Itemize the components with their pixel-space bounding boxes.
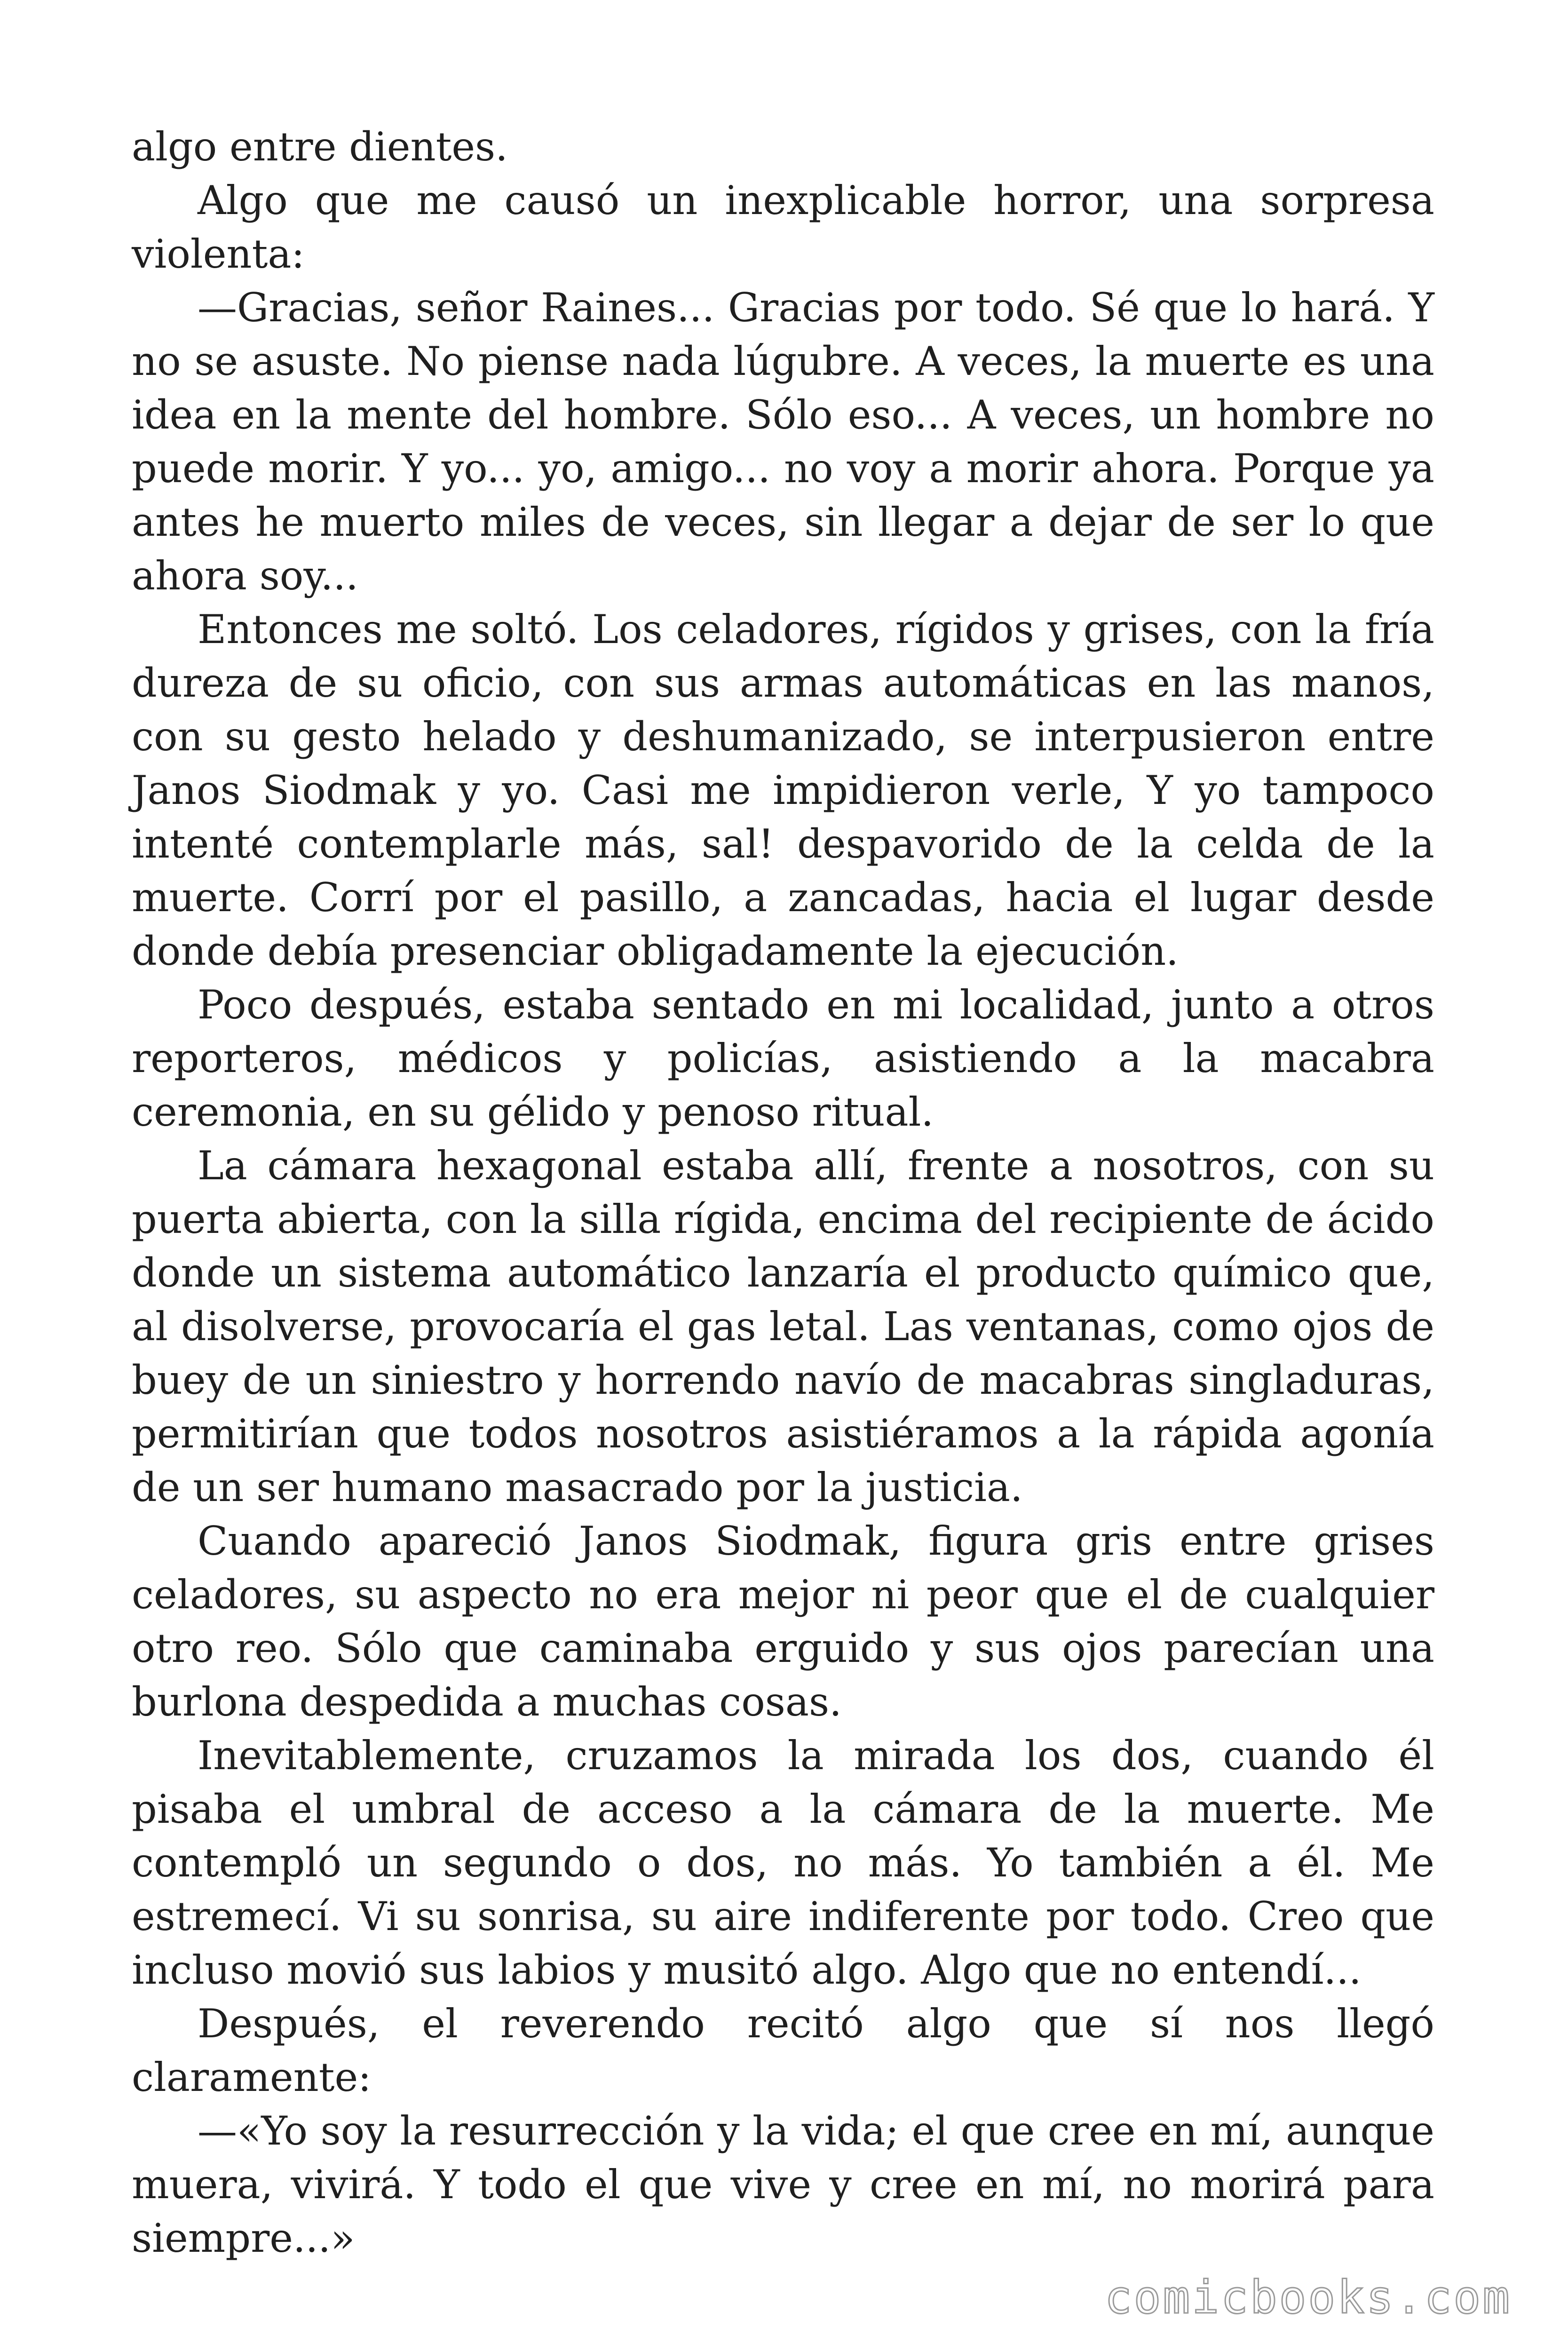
paragraph: La cámara hexagonal estaba allí, frente a nosotros, con su puerta abierta, con la silla rígida, encima del recipiente de ácido donde un sistema automático lanzaría el producto químico que, al disolverse, provocaría el gas letal. Las ventanas, como ojos de buey de un siniestro y horrendo navío de macabras singladuras, permitirían que todos nosotros asistiéramos a la rápida agonía de un ser humano masacrado por la justicia. bbox=[132, 1143, 1434, 1510]
paragraph: Entonces me soltó. Los celadores, rígidos y grises, con la fría dureza de su oficio, con sus armas automáticas en las manos, con su gesto helado y deshumanizado, se interpusieron entre Janos Siodmak y yo. Casi me impidieron verle, Y yo tampoco intenté contemplarle más, sal! despavorido de la celda de la muerte. Corrí por el pasillo, a zancadas, hacia el lugar desde donde debía presenciar obligadamente la ejecución. bbox=[132, 606, 1434, 974]
paragraph: —Gracias, señor Raines... Gracias por todo. Sé que lo hará. Y no se asuste. No piense nada lúgubre. A veces, la muerte es una idea en la mente del hombre. Sólo eso... A veces, un hombre no puede morir. Y yo... yo, amigo... no voy a morir ahora. Porque ya antes he muerto miles de veces, sin llegar a dejar de ser lo que ahora soy... bbox=[132, 285, 1434, 599]
paragraph: —«Yo soy la resurrección y la vida; el que cree en mí, aunque muera, vivirá. Y todo el que vive y cree en mí, no morirá para siempre...» bbox=[132, 2108, 1434, 2261]
paragraph: Inevitablemente, cruzamos la mirada los dos, cuando él pisaba el umbral de acceso a la cámara de la muerte. Me contempló un segundo o dos, no más. Yo también a él. Me estremecí. Vi su sonrisa, su aire indiferente por todo. Creo que incluso movió sus labios y musitó algo. Algo que no entendí... bbox=[132, 1732, 1434, 1993]
paragraph: Algo que me causó un inexplicable horror, una sorpresa violenta: bbox=[132, 177, 1434, 277]
paragraph: algo entre dientes. bbox=[132, 124, 508, 170]
paragraph: Después, el reverendo recitó algo que sí nos llegó claramente: bbox=[132, 2001, 1434, 2100]
paragraph: Poco después, estaba sentado en mi localidad, junto a otros reporteros, médicos y policías, asistiendo a la macabra ceremonia, en su gélido y penoso ritual. bbox=[132, 982, 1434, 1135]
paragraph: Cuando apareció Janos Siodmak, figura gris entre grises celadores, su aspecto no era mejor ni peor que el de cualquier otro reo. Sólo que caminaba erguido y sus ojos parecían una burlona despedida a muchas cosas. bbox=[132, 1518, 1434, 1725]
watermark: comicbooks.com bbox=[1104, 2271, 1512, 2324]
page-body bbox=[132, 120, 1434, 2265]
